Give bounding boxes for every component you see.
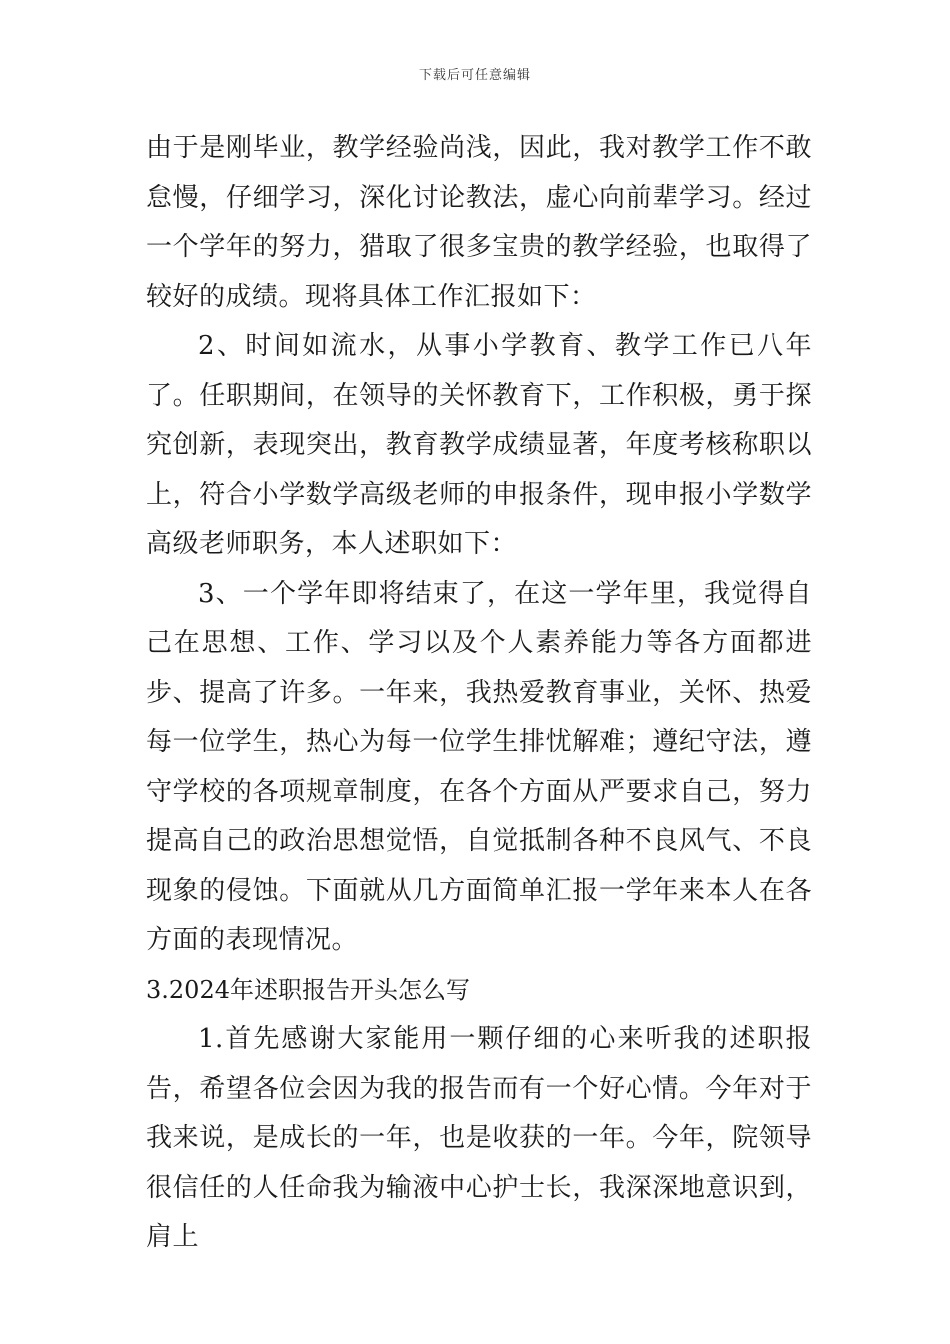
paragraph-section-1: 1.首先感谢大家能用一颗仔细的心来听我的述职报告，希望各位会因为我的报告而有一个好心情。今年对于我来说，是成长的一年，也是收获的一年。今年，院领导很信任的人任命我为输液中心护士长，我深深地意识到，肩上: [146, 1024, 812, 1252]
document-body: [146, 124, 812, 1263]
page-header-note: 下载后可任意编辑: [418, 68, 531, 83]
section-heading: 3.2024年述职报告开头怎么写: [146, 975, 470, 1004]
paragraph-intro: 由于是刚毕业，教学经验尚浅，因此，我对教学工作不敢怠慢，仔细学习，深化讨论教法，虚心向前辈学习。经过一个学年的努力，猎取了很多宝贵的教学经验，也取得了较好的成绩。现将具体工作汇报如下：: [146, 133, 812, 312]
paragraph-item-3: 3、一个学年即将结束了，在这一学年里，我觉得自己在思想、工作、学习以及个人素养能力等各方面都进步、提高了许多。一年来，我热爱教育事业，关怀、热爱每一位学生，热心为每一位学生排忧解难；遵纪守法，遵守学校的各项规章制度，在各个方面从严要求自己，努力提高自己的政治思想觉悟，自觉抵制各种不良风气、不良现象的侵蚀。下面就从几方面简单汇报一学年来本人在各方面的表现情况。: [146, 578, 812, 955]
paragraph-item-2: 2、时间如流水，从事小学教育、教学工作已八年了。任职期间，在领导的关怀教育下，工作积极，勇于探究创新，表现突出，教育教学成绩显著，年度考核称职以上，符合小学数学高级老师的申报条件，现申报小学数学高级老师职务，本人述职如下：: [146, 331, 812, 559]
